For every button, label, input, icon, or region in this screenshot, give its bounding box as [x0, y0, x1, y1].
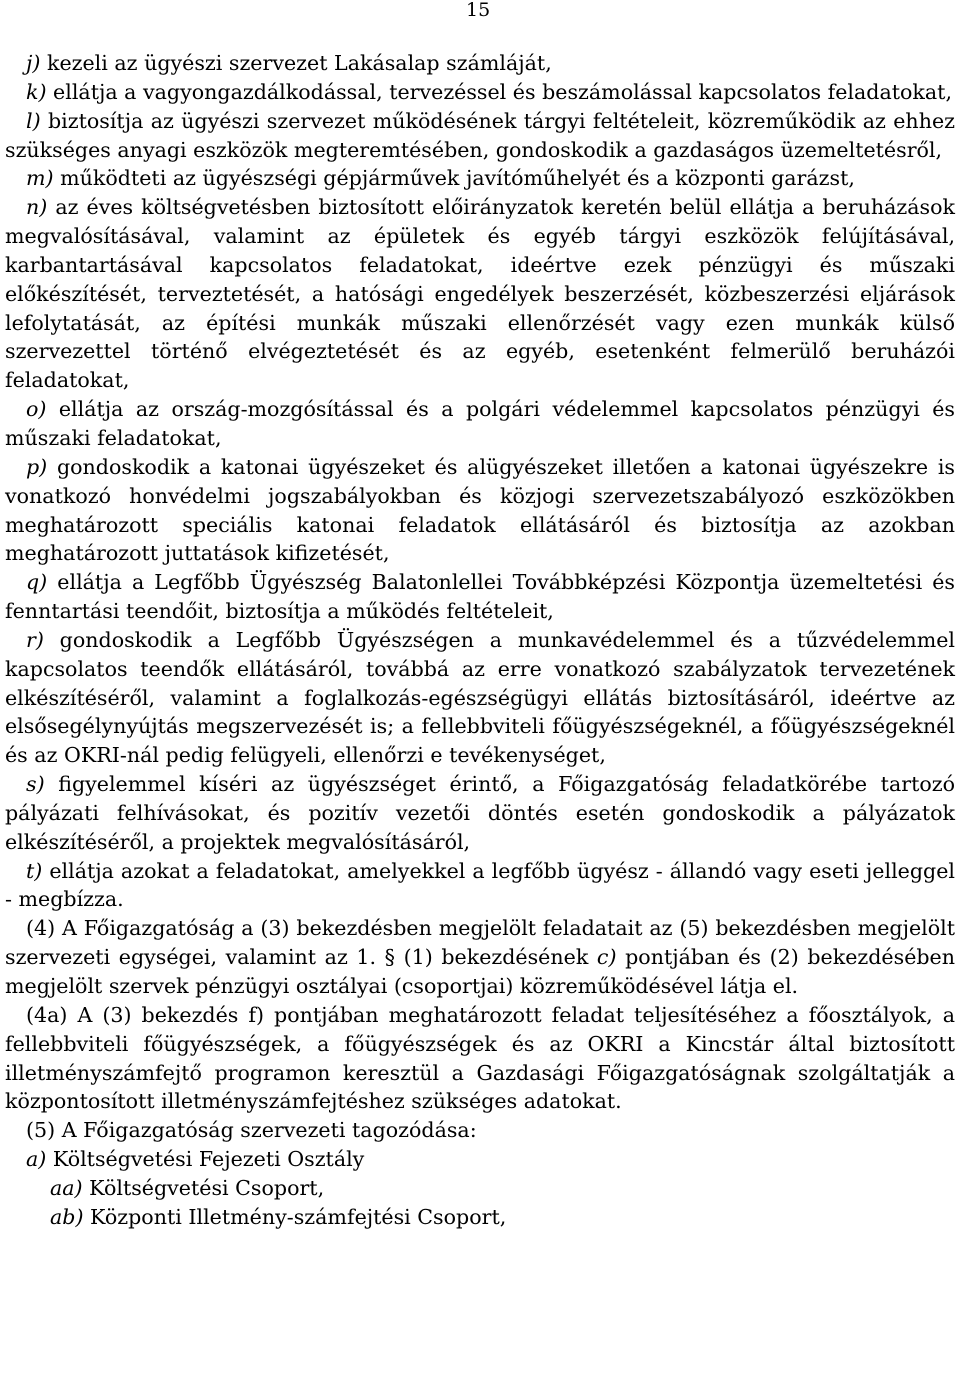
item-text: Központi Illetmény-számfejtési Csoport, [83, 1204, 507, 1229]
paragraph-4a: (4a) A (3) bekezdés f) pontjában meghatározott feladat teljesítéséhez a főosztályok, a fellebbviteli főügyészségek, a főügyészségek és az OKRI a Kincstár által biztosított illetményszámfejtő programon keresztül a Gazdasági Főigazgatóságnak szolgáltatják a központosított illetményszámfejtéshez szükséges adatokat. [5, 1002, 955, 1114]
list-item-t [5, 857, 955, 915]
item-text: figyelemmel kíséri az ügyészséget érintő, a Főigazgatóság feladatkörébe tartozó pályázati felhívásokat, és pozitív vezetői döntés esetén gondoskodik a pályázatok elkészítéséről, a projektek megvalósításáról, [5, 772, 955, 854]
list-item-r [5, 626, 955, 770]
list-item-q [5, 568, 955, 626]
item-text: Költségvetési Fejezeti Osztály [46, 1147, 365, 1172]
list-item-s [5, 770, 955, 857]
item-text: működteti az ügyészségi gépjárművek javítóműhelyét és a központi garázst, [53, 166, 855, 191]
item-text: Költségvetési Csoport, [82, 1175, 325, 1200]
item-marker: a) [26, 1147, 47, 1172]
item-marker: j) [26, 51, 41, 75]
document-body [5, 49, 955, 1232]
item-text: gondoskodik a katonai ügyészeket és alügyészeket illetően a katonai ügyészekre is vonatkozó honvédelmi jogszabályokban és közjogi szervezetszabályozó eszközökben meghatározott speciális katonai feladatok ellátásáról és biztosítja az azokban meghatározott juttatások kifizetését, [5, 454, 955, 566]
item-marker: c) [596, 945, 617, 970]
item-marker: o) [26, 397, 47, 422]
paragraph-4 [5, 914, 955, 1001]
paragraph-text: (4) A Főigazgatóság a (3) bekezdésben megjelölt feladatait az (5) bekezdésben megjelölt szervezeti egységei, valamint az 1. § (1) bekezdésének [5, 916, 955, 970]
paragraph-text: pontjában és (2) bekezdésében megjelölt szervek pénzügyi osztályai (csoportjai) közreműködésével látja el. [5, 945, 956, 998]
item-marker: q) [26, 570, 48, 595]
item-text: ellátja az ország-mozgósítással és a polgári védelemmel kapcsolatos pénzügyi és műszaki feladatokat, [5, 397, 955, 450]
list-item-l [5, 107, 955, 165]
org-unit-aa [5, 1174, 955, 1203]
list-item-m [5, 164, 955, 193]
item-marker: l) [26, 108, 41, 133]
page-number: 15 [466, 0, 491, 21]
paragraph-5: (5) A Főigazgatóság szervezeti tagozódása: [26, 1118, 477, 1143]
list-item-j [5, 49, 955, 78]
item-text: az éves költségvetésben biztosított előirányzatok keretén belül ellátja a beruházások megvalósításával, valamint az épületek és egyéb tárgyi eszközök felújításával, karbantartásával kapcsolatos feladatokat, ideértve ezek pénzügyi és műszaki előkészítését, terveztetését, a hatósági engedélyek beszerzését, közbeszerzési eljárások lefolytatását, az építési munkák műszaki ellenőrzését vagy ezen munkák külső szervezettel történő elvégeztetését és az egyéb, esetenként felmerülő beruházói feladatokat, [5, 195, 955, 393]
list-item-k [5, 78, 955, 107]
item-marker: m) [26, 166, 54, 191]
item-marker: p) [26, 454, 48, 479]
item-text: ellátja a vagyongazdálkodással, tervezéssel és beszámolással kapcsolatos feladatokat, [46, 79, 952, 104]
item-text: gondoskodik a Legfőbb Ügyészségen a munkavédelemmel és a tűzvédelemmel kapcsolatos teendők ellátásáról, továbbá az erre vonatkozó szabályzatok tervezetének elkészítéséről, valamint a foglalkozás-egészségügyi ellátás biztosításáról, ideértve az elsősegélynyújtás megszervezését is; a fellebbviteli főügyészségeknél, a főügyészségeknél és az OKRI-nál pedig felügyeli, ellenőrzi e tevékenységet, [5, 627, 955, 768]
list-item-o [5, 395, 955, 453]
item-marker: aa) [50, 1175, 83, 1200]
item-marker: ab) [50, 1204, 84, 1229]
item-marker: k) [26, 79, 47, 104]
item-marker: t) [26, 858, 43, 883]
item-marker: s) [26, 772, 45, 797]
item-marker: r) [26, 627, 44, 652]
org-unit-ab [5, 1203, 955, 1232]
item-text: ellátja a Legfőbb Ügyészség Balatonlellei Továbbképzési Központja üzemeltetési és fenntartási teendőit, biztosítja a működés feltételeit, [5, 570, 955, 624]
item-marker: n) [26, 195, 48, 220]
item-text: ellátja azokat a feladatokat, amelyekkel a legfőbb ügyész - állandó vagy eseti jelleggel - megbízza. [5, 858, 955, 912]
item-text: biztosítja az ügyészi szervezet működésének tárgyi feltételeit, közreműködik az ehhez szükséges anyagi eszközök megteremtésében, gondoskodik a gazdaságos üzemeltetésről, [5, 108, 955, 162]
item-text: kezeli az ügyészi szervezet Lakásalap számláját, [40, 51, 552, 75]
list-item-n [5, 193, 955, 395]
org-unit-a [5, 1145, 955, 1174]
list-item-p [5, 453, 955, 568]
